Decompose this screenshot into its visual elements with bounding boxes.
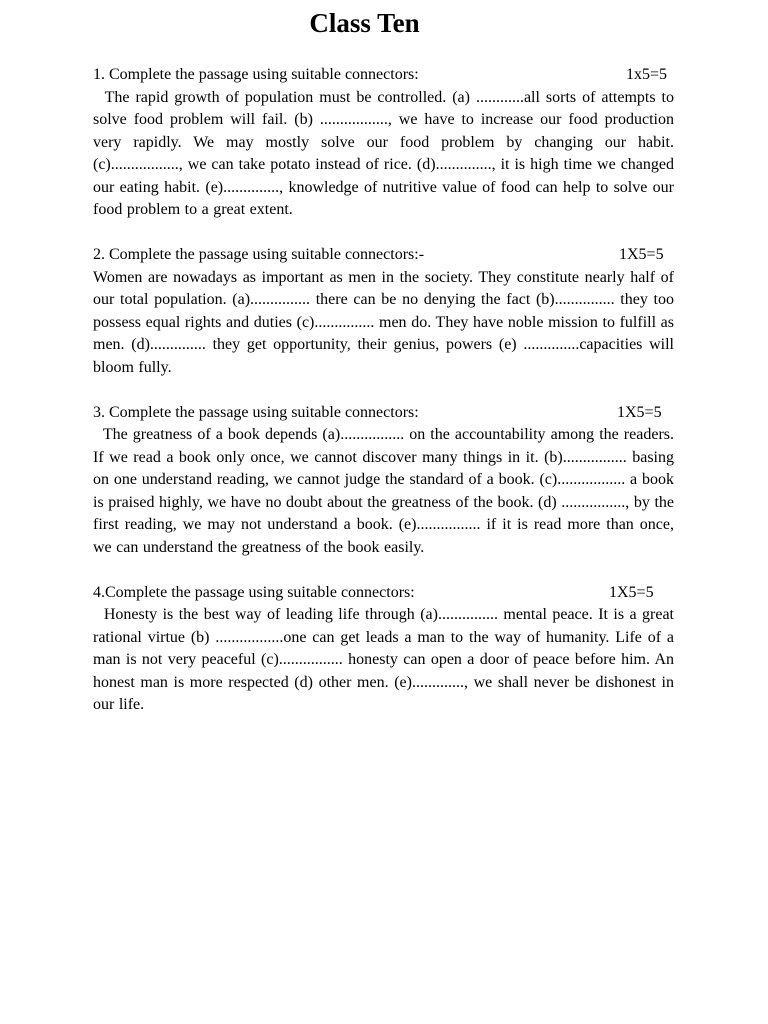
question-4-header xyxy=(93,582,674,605)
page-title: Class Ten xyxy=(309,8,420,38)
question-3-passage: The greatness of a book depends (a)................ on the accountability among the readers. If we read a book only once, we cannot discover many things in it. (b)................ basing on one understand reading, we cannot judge the standard of a book. (c)................. a book is praised highly, we have no doubt about the greatness of the book. (d) ................, by the first reading, we may not understand a book. (e)................ if it is read more than once, we can understand the greatness of the book easily. xyxy=(93,426,674,556)
question-3-header xyxy=(93,402,674,425)
question-1-header xyxy=(93,64,674,87)
question-1-marks: 1x5=5 xyxy=(626,66,668,83)
question-4 xyxy=(93,582,674,717)
question-1-heading: 1. Complete the passage using suitable connectors: xyxy=(93,66,419,83)
question-2-marks: 1X5=5 xyxy=(619,246,664,263)
question-3-heading: 3. Complete the passage using suitable connectors: xyxy=(93,403,419,421)
question-2-header xyxy=(93,244,674,267)
question-2-passage: Women are nowadays as important as men in the society. They constitute nearly half of our total population. (a)............... there can be no denying the fact (b)............... they too possess equal rights and duties (c)............... men do. They have noble mission to fulfill as men. (d).............. they get opportunity, their genius, powers (e) ..............capacities will bloom fully. xyxy=(93,268,674,376)
question-4-passage: Honesty is the best way of leading life through (a)............... mental peace. It is a great rational virtue (b) .................one can get leads a man to the way of humanity. Life of a man is not very peaceful (c)................ honesty can open a door of peace before him. An honest man is more respected (d) other men. (e)............., we shall never be dishonest in our life. xyxy=(93,606,674,713)
question-4-heading: 4.Complete the passage using suitable connectors: xyxy=(93,583,415,601)
question-2 xyxy=(93,244,674,379)
question-3-marks: 1X5=5 xyxy=(617,403,662,421)
question-1 xyxy=(93,64,674,222)
question-4-marks: 1X5=5 xyxy=(609,583,654,601)
question-3 xyxy=(93,402,674,560)
document-page xyxy=(93,0,674,717)
question-2-heading: 2. Complete the passage using suitable connectors:- xyxy=(93,246,425,263)
question-1-passage: The rapid growth of population must be controlled. (a) ............all sorts of attempts to solve food problem will fail. (b) ................., we have to increase our food production very rapidly. We may mostly solve our food problem by changing our habit. (c)................., we can take potato instead of rice. (d).............., it is high time we changed our eating habit. (e).............., knowledge of nutritive value of food can help to solve our food problem to a great extent. xyxy=(93,88,674,218)
